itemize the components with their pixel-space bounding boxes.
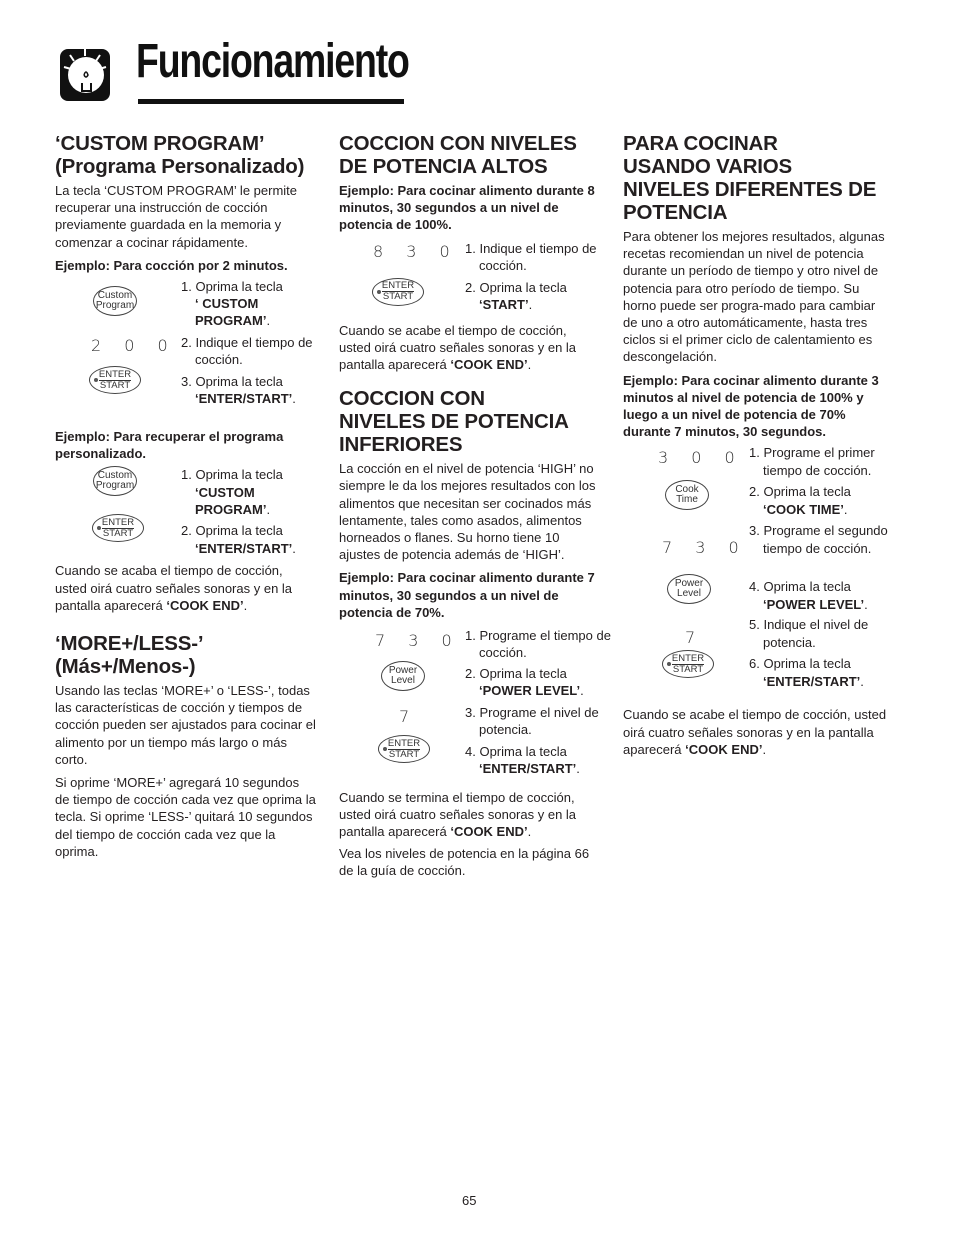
indicator-dot xyxy=(377,290,381,294)
example-label: Ejemplo: Para cocinar alimento durante 8 minutos, 30 segundos a un nivel de potencia de 100%. xyxy=(339,183,595,233)
cook-end-note: Cuando se acaba el tiempo de cocción, usted oirá cuatro señales sonoras y en la pantalla aparecerá ‘COOK END’. xyxy=(55,563,293,613)
display-digits: 2 0 0 xyxy=(91,336,177,356)
step: 1. Indique el tiempo de cocción. xyxy=(465,240,597,273)
enter-start-key: ENTER START xyxy=(378,735,430,763)
enter-start-key: ENTER START xyxy=(372,278,424,306)
step: 1. Programe el tiempo de cocción. xyxy=(465,628,611,661)
example-steps xyxy=(339,621,611,783)
step: 2. Indique el tiempo de cocción. xyxy=(181,335,313,368)
indicator-dot xyxy=(667,662,671,666)
example-label: Ejemplo: Para cocinar alimento durante 7 minutos, 30 segundos a un nivel de potencia de 70%. xyxy=(339,570,595,620)
step: 1. Oprima la tecla ‘ CUSTOM PROGRAM’. xyxy=(181,279,283,329)
page-number: 65 xyxy=(462,1193,477,1208)
heading-custom-program: ‘CUSTOM PROGRAM’ (Programa Personalizado) xyxy=(55,132,305,178)
example-steps xyxy=(339,234,601,318)
step: 3. Programe el nivel de potencia. xyxy=(465,705,599,738)
step: 4. Oprima la tecla ‘POWER LEVEL’. xyxy=(749,579,868,612)
step: 3. Programe el segundo tiempo de cocción. xyxy=(749,523,888,556)
display-digits: 3 0 0 xyxy=(658,448,744,468)
custom-intro: La tecla ‘CUSTOM PROGRAM’ le permite recuperar una instrucción de cocción previamente guardada en la memoria y comenzar a cocinar rápidamente. xyxy=(55,183,298,250)
step: 1. Oprima la tecla ‘CUSTOM PROGRAM’. xyxy=(181,467,283,517)
example-label: Ejemplo: Para cocción por 2 minutos. xyxy=(55,257,288,273)
title-underline xyxy=(138,99,404,104)
example-label: Ejemplo: Para cocinar alimento durante 3 minutos al nivel de potencia de 100% y luego a un nivel de potencia de 70% durante 7 minutos, 30 segundos. xyxy=(623,372,879,440)
heading-high-power: COCCION CON NIVELES DE POTENCIA ALTOS xyxy=(339,132,577,178)
heading-more-less: ‘MORE+/LESS-’ (Más+/Menos-) xyxy=(55,632,204,679)
indicator-dot xyxy=(383,747,387,751)
step: 5. Indique el nivel de potencia. xyxy=(749,617,869,650)
heading-multiple-levels: PARA COCINAR USANDO VARIOS NIVELES DIFERENTES DE POTENCIA xyxy=(623,132,877,224)
step: 2. Oprima la tecla ‘ENTER/START’. xyxy=(181,523,296,556)
display-digits: 7 3 0 xyxy=(662,538,748,558)
step: 4. Oprima la tecla ‘ENTER/START’. xyxy=(465,744,580,777)
example-steps xyxy=(623,440,887,702)
example-label: Ejemplo: Para recuperar el programa personalizado. xyxy=(55,429,284,462)
cook-end-note: Cuando se acabe el tiempo de cocción, usted oirá cuatro señales sonoras y en la pantalla aparecerá ‘COOK END’. xyxy=(623,707,887,757)
enter-start-key: ENTER START xyxy=(662,650,714,678)
example-steps xyxy=(55,274,317,420)
lightbulb-icon xyxy=(58,45,112,103)
display-digits: 8 3 0 xyxy=(373,241,459,261)
column-multiple-levels xyxy=(623,132,887,758)
see-page-note: Vea los niveles de potencia en la página 66 de la guía de cocción. xyxy=(339,845,590,878)
cook-time-key: Cook Time xyxy=(665,480,709,510)
step: 2. Oprima la tecla ‘COOK TIME’. xyxy=(749,484,851,517)
column-custom-program xyxy=(55,132,317,860)
heading-low-power: COCCION CON NIVELES DE POTENCIA INFERIORES xyxy=(339,387,569,457)
custom-program-key: Custom Program xyxy=(93,466,137,496)
example-steps xyxy=(55,462,317,554)
step: 2. Oprima la tecla ‘START’. xyxy=(465,279,567,312)
page-title: Funcionamiento xyxy=(136,35,409,88)
power-level-key: Power Level xyxy=(381,661,425,691)
step: 2. Oprima la tecla ‘POWER LEVEL’. xyxy=(465,666,584,699)
cook-end-note: Cuando se acabe el tiempo de cocción, usted oirá cuatro señales sonoras y en la pantalla aparecerá ‘COOK END’. xyxy=(339,322,577,373)
cook-end-note: Cuando se termina el tiempo de cocción, usted oirá cuatro señales sonoras y en la pantalla aparecerá ‘COOK END’. xyxy=(339,790,577,840)
display-digits: 7 xyxy=(685,628,705,648)
header-icon xyxy=(58,45,112,103)
display-digits: 7 3 0 xyxy=(375,631,461,651)
more-less-text: Usando las teclas ‘MORE+’ o ‘LESS-’, todas las características de cocción y tiempos de cocción pueden ser ajustados para cocinar el alimento por un tiempo más largo o más corto. xyxy=(55,683,316,767)
step: 6. Oprima la tecla ‘ENTER/START’. xyxy=(749,656,864,689)
display-digits: 7 xyxy=(399,707,419,727)
power-level-key: Power Level xyxy=(667,574,711,604)
indicator-dot xyxy=(94,378,98,382)
enter-start-key: ENTER START xyxy=(92,514,144,542)
enter-start-key: ENTER START xyxy=(89,366,141,394)
indicator-dot xyxy=(97,526,101,530)
step: 3. Oprima la tecla ‘ENTER/START’. xyxy=(181,374,296,407)
step: 1. Programe el primer tiempo de cocción. xyxy=(749,445,875,478)
multiple-levels-intro: Para obtener los mejores resultados, algunas recetas recomiendan un nivel de potencia durante un período de tiempo y otro nivel de potencia para otro período de tiempo. Su horno puede ser progra-mado para cambiar de uno a otro automáticamente, hasta tres ciclos si el primer ciclo de calentamiento es descongelación. xyxy=(623,229,885,365)
low-power-text: La cocción en el nivel de potencia ‘HIGH’ no siempre le da los mejores resultados con los alimentos que necesitan ser cocinados más lentamente, tales como asados, alimentos horneados o flanes. Su horno tiene 10 ajustes de potencia además de ‘HIGH’. xyxy=(339,461,596,563)
more-less-text: Si oprime ‘MORE+’ agregará 10 segundos de tiempo de cocción cada vez que oprima la tecla. Si oprime ‘LESS-’ quitará 10 segundos del tiempo de cocción cada vez que la oprima. xyxy=(55,775,316,859)
column-power-levels xyxy=(339,132,611,879)
custom-program-key: Custom Program xyxy=(93,286,137,316)
